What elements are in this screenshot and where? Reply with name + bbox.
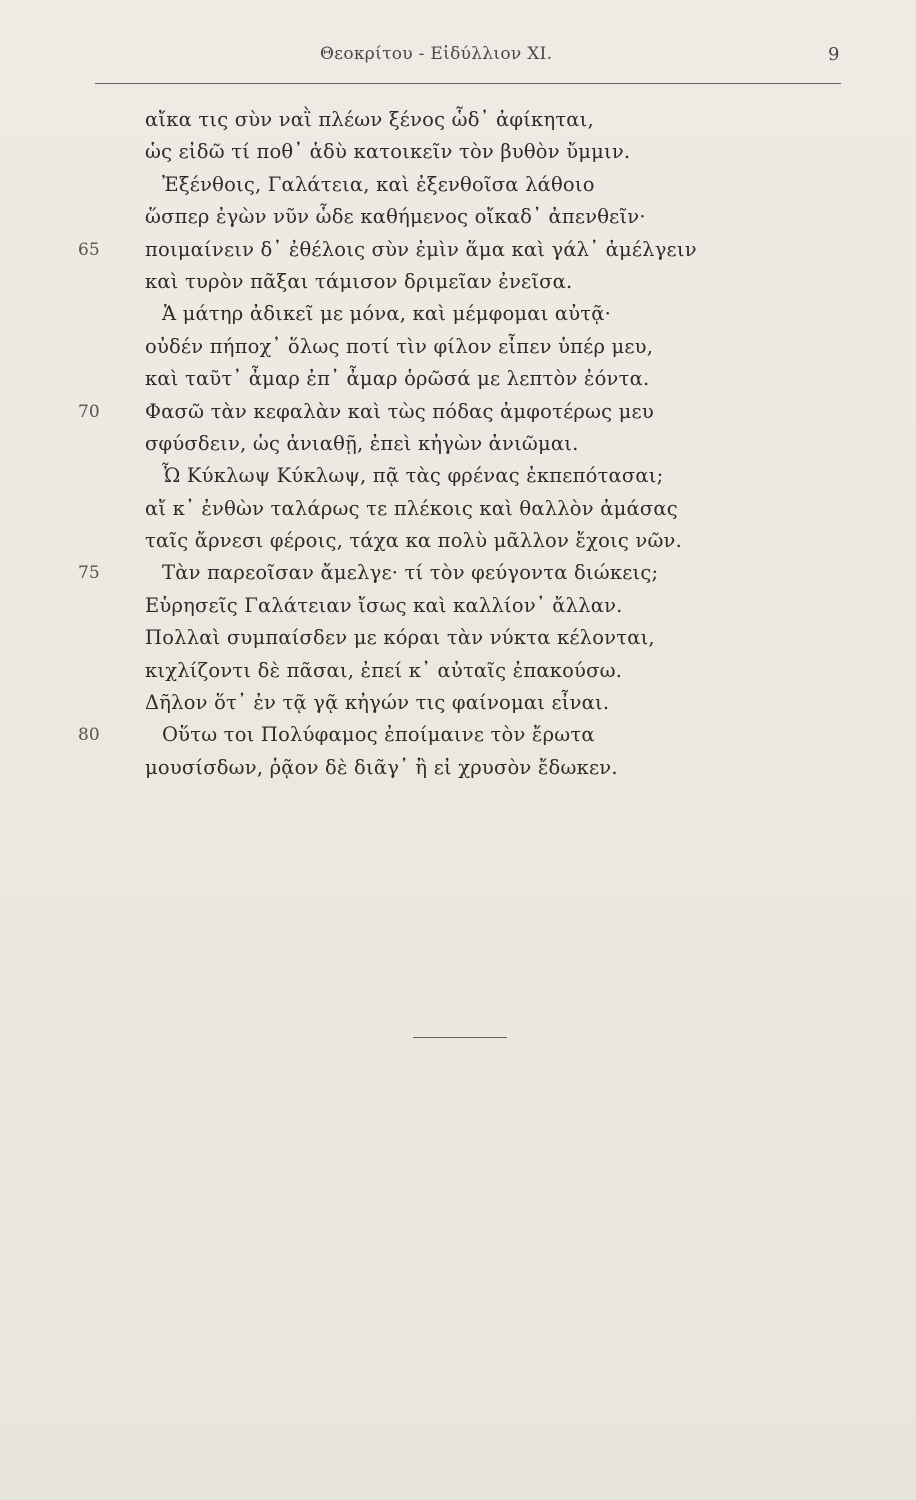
- verse-line: [0, 298, 916, 330]
- verse-text: Δῆλον ὅτ᾽ ἐν τᾷ γᾷ κἠγών τις φαίνομαι εἶναι.: [145, 691, 610, 715]
- verse-line: [0, 590, 916, 622]
- verse-text: καὶ ταῦτ᾽ ἆμαρ ἐπ᾽ ἆμαρ ὁρῶσά με λεπτὸν ἐόντα.: [145, 367, 650, 391]
- verse-line: [0, 266, 916, 298]
- verse-line: [0, 525, 916, 557]
- verse-text: Φασῶ τὰν κεφαλὰν καὶ τὼς πόδας ἀμφοτέρως μευ: [145, 399, 654, 423]
- verse-text: αἴ κ᾽ ἐνθὼν ταλάρως τε πλέκοις καὶ θαλλὸν ἀμάσας: [145, 496, 678, 520]
- verse-line: [0, 655, 916, 687]
- verse-text: οὐδέν πήποχ᾽ ὅλως ποτί τὶν φίλον εἶπεν ὑπέρ μευ,: [145, 334, 654, 358]
- end-rule: [413, 1037, 507, 1038]
- verse-text: σφύσδειν, ὡς ἀνιαθῇ, ἐπεὶ κἠγὼν ἀνιῶμαι.: [145, 431, 579, 455]
- verse-line: [0, 557, 916, 589]
- verse-text: Τὰν παρεοῖσαν ἄμελγε· τί τὸν φεύγοντα διώκεις;: [162, 561, 659, 585]
- verse-text: ταῖς ἄρνεσι φέροις, τάχα κα πολὺ μᾶλλον ἔχοις νῶν.: [145, 529, 682, 553]
- verse-text: Οὕτω τοι Πολύφαμος ἐποίμαινε τὸν ἔρωτα: [162, 723, 595, 747]
- verse-text: Ἁ μάτηρ ἀδικεῖ με μόνα, καὶ μέμφομαι αὐτᾷ·: [162, 302, 612, 326]
- verse-text: αἴκα τις σὺν ναῒ πλέων ξένος ὧδ᾽ ἀφίκηται,: [145, 108, 594, 131]
- verse-text: Πολλαὶ συμπαίσδεν με κόραι τὰν νύκτα κέλονται,: [145, 626, 655, 650]
- verse-number: 75: [78, 563, 100, 584]
- verse-line: [0, 234, 916, 266]
- verse-line: [0, 460, 916, 492]
- verse-number: 70: [78, 401, 100, 422]
- verse-text: ποιμαίνειν δ᾽ ἐθέλοις σὺν ἐμὶν ἅμα καὶ γάλ᾽ ἀμέλγειν: [145, 237, 697, 261]
- verse-line: [0, 331, 916, 363]
- verse-number: 80: [78, 725, 100, 746]
- running-title: Θεοκρίτου - Εἰδύλλιον XI.: [320, 44, 553, 64]
- verse-line: [0, 687, 916, 719]
- verse-text: Εὑρησεῖς Γαλάτειαν ἴσως καὶ καλλίον᾽ ἄλλαν.: [145, 593, 623, 617]
- verse-line: [0, 428, 916, 460]
- verse-text: μουσίσδων, ῥᾷον δὲ διᾶγ᾽ ἢ εἰ χρυσὸν ἔδωκεν.: [145, 755, 618, 779]
- page-header: [0, 44, 916, 74]
- verse-line: [0, 752, 916, 784]
- verse-line: [0, 169, 916, 201]
- header-rule: [95, 83, 841, 84]
- verse-line: [0, 719, 916, 751]
- verse-text: καὶ τυρὸν πᾶξαι τάμισον δριμεῖαν ἐνεῖσα.: [145, 269, 573, 293]
- verse-line: [0, 136, 916, 168]
- verse-text: Ὦ Κύκλωψ Κύκλωψ, πᾷ τὰς φρένας ἐκπεπότασαι;: [162, 464, 664, 488]
- page-number: 9: [828, 44, 840, 65]
- verse-text: ὥσπερ ἐγὼν νῦν ὧδε καθήμενος οἴκαδ᾽ ἀπενθεῖν·: [145, 205, 646, 229]
- verse-text: Ἐξένθοις, Γαλάτεια, καὶ ἐξενθοῖσα λάθοιο: [162, 172, 595, 196]
- verse-block: [0, 104, 916, 784]
- verse-text: ὡς εἰδῶ τί ποθ᾽ ἁδὺ κατοικεῖν τὸν βυθὸν ὔμμιν.: [145, 140, 631, 164]
- verse-text: κιχλίζοντι δὲ πᾶσαι, ἐπεί κ᾽ αὐταῖς ἐπακούσω.: [145, 658, 623, 682]
- verse-line: [0, 493, 916, 525]
- verse-line: [0, 104, 916, 136]
- verse-line: [0, 396, 916, 428]
- verse-line: [0, 201, 916, 233]
- verse-line: [0, 363, 916, 395]
- verse-line: [0, 622, 916, 654]
- verse-number: 65: [78, 239, 100, 260]
